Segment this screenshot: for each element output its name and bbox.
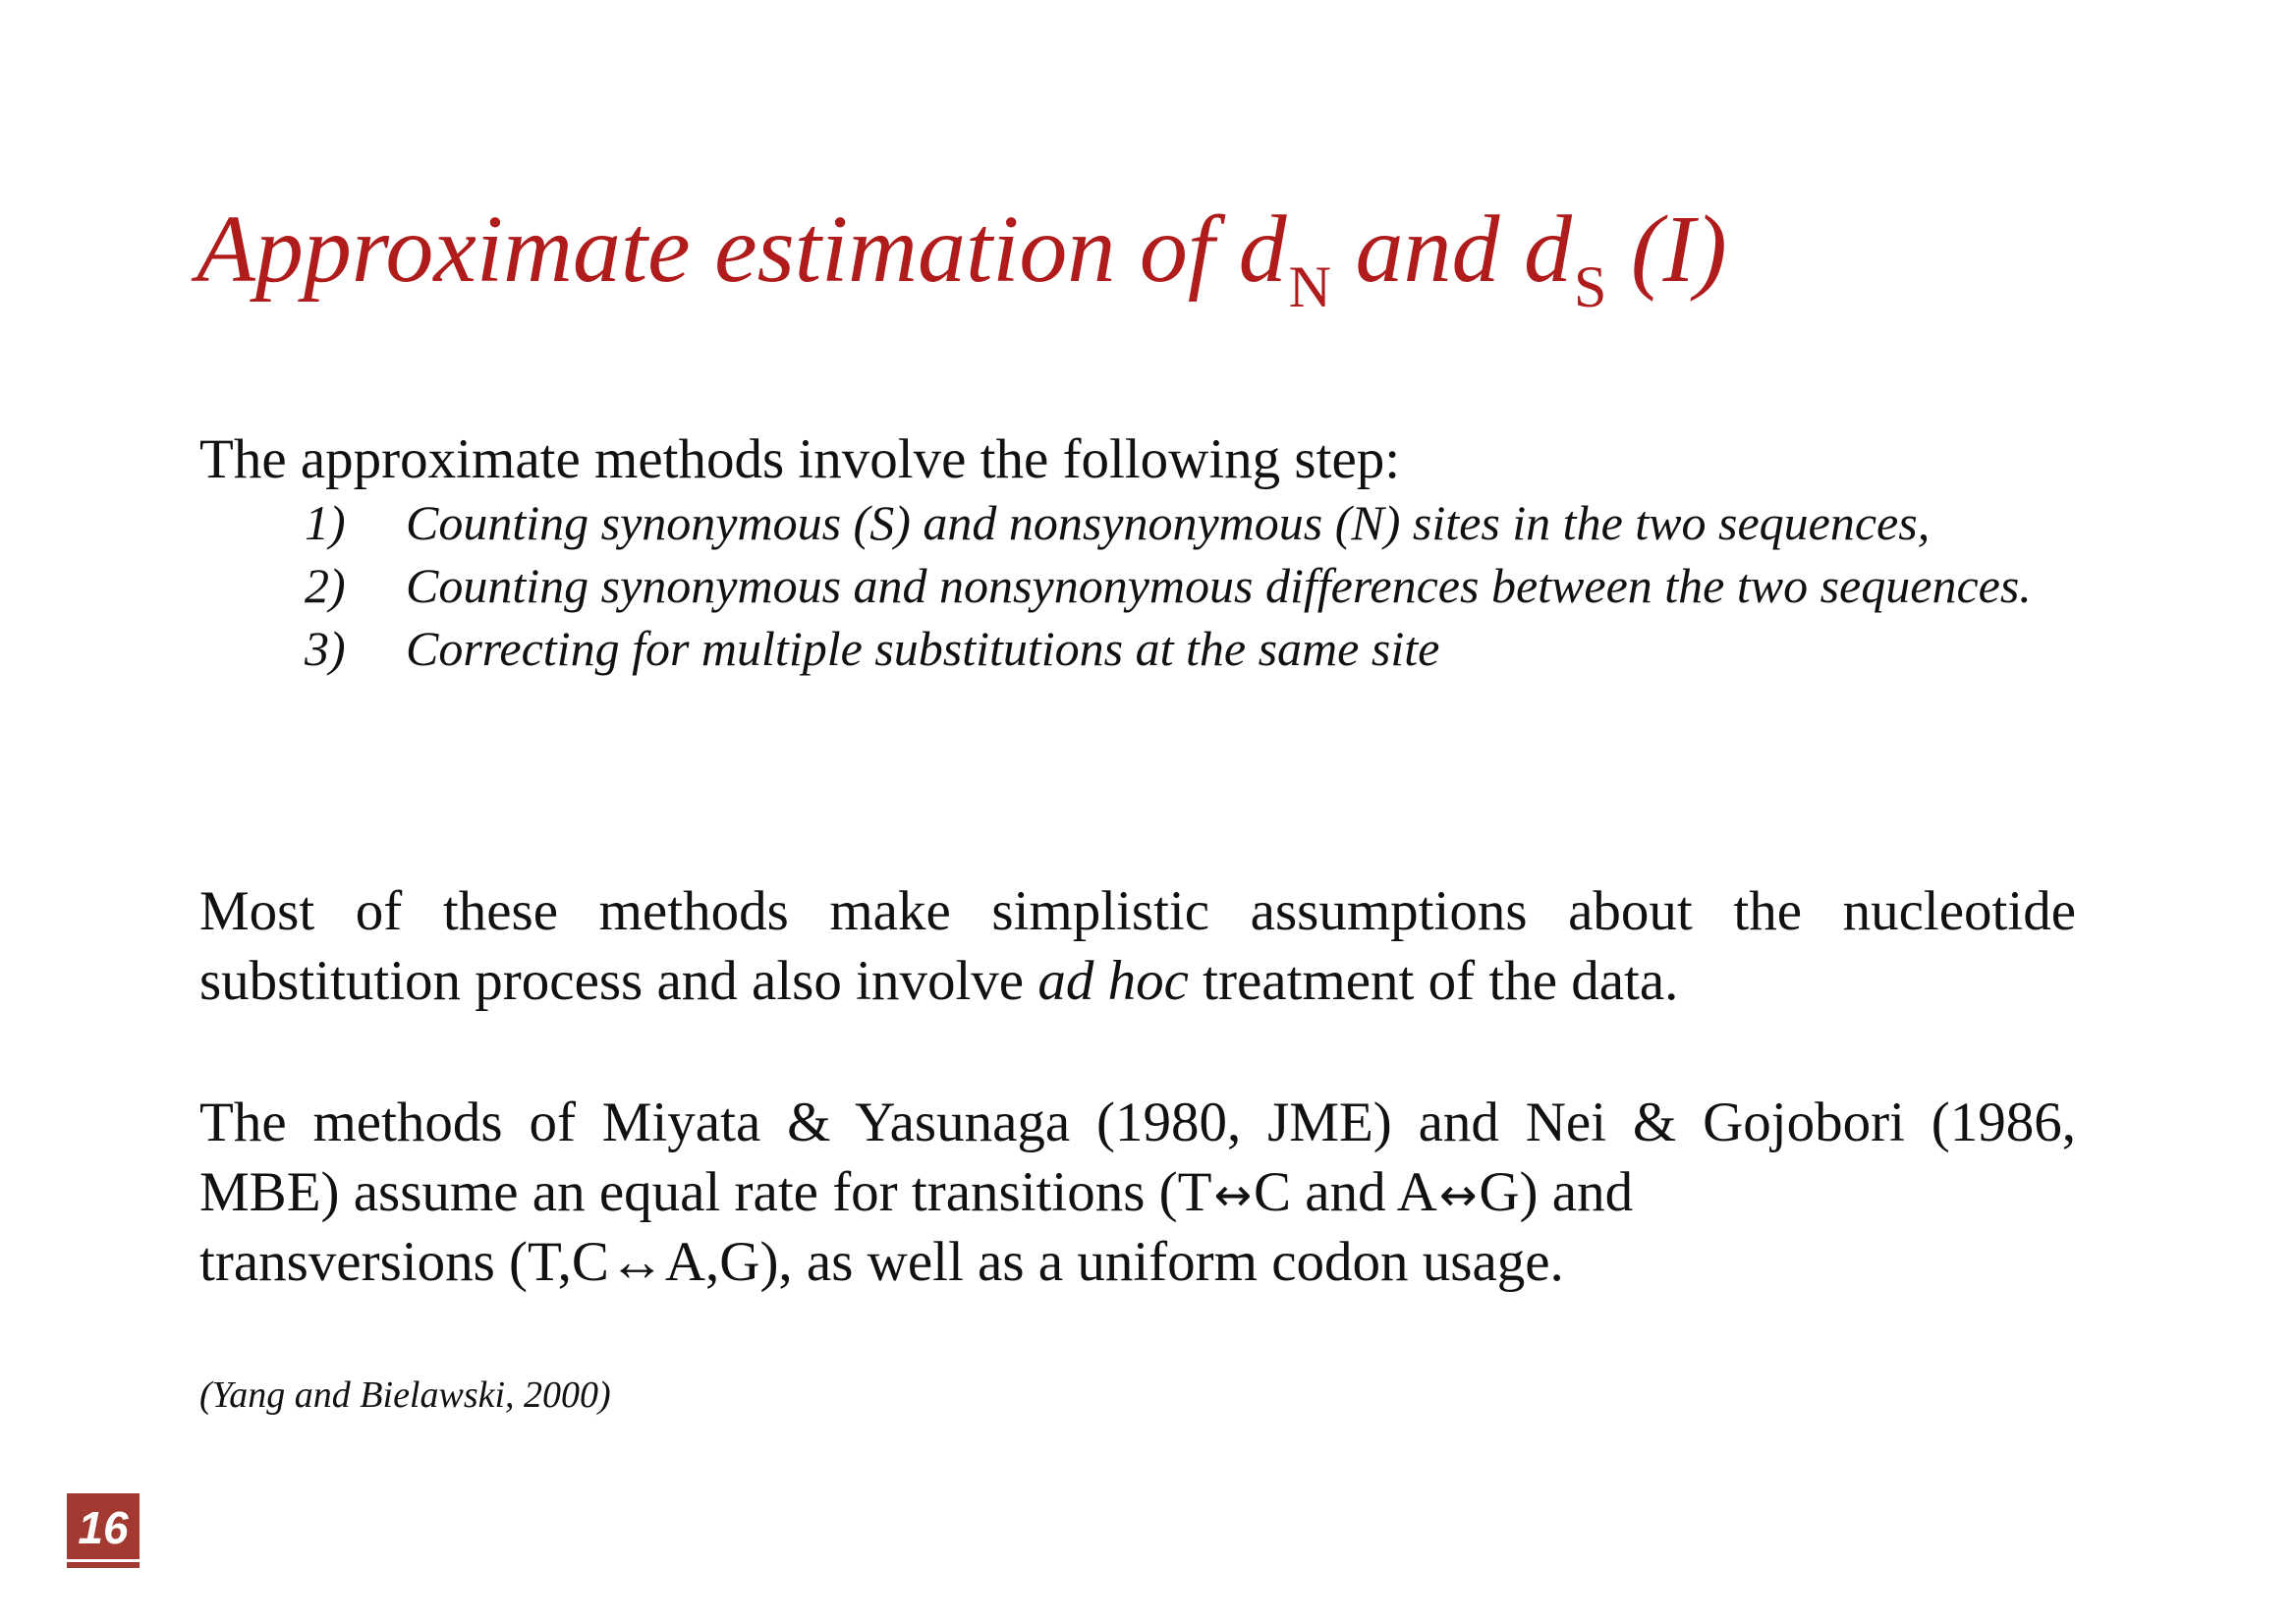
title-part-2: and d xyxy=(1330,196,1572,303)
methods-text-3: G) and xyxy=(1479,1161,1634,1223)
step-text: Counting synonymous (S) and nonsynonymous (N) sites in the two sequences, xyxy=(406,495,1931,550)
step-number: 2) xyxy=(305,558,346,613)
methods-text-1: The methods of Miyata & Yasunaga (1980, JME) and Nei & Gojobori (1986, MBE) assume an equal rate for transitions (T xyxy=(199,1092,2076,1223)
page-number-badge xyxy=(67,1493,140,1568)
step-number: 1) xyxy=(305,495,346,550)
steps-list xyxy=(305,491,2076,680)
double-arrow-icon: ↔ xyxy=(1213,1168,1252,1221)
assumptions-paragraph xyxy=(199,876,2076,1016)
methods-paragraph xyxy=(199,1088,2076,1230)
title-part-3: (I) xyxy=(1606,196,1727,303)
assumptions-text-end: treatment of the data. xyxy=(1188,950,1679,1012)
intro-paragraph: The approximate methods involve the following step: xyxy=(199,428,1401,490)
double-arrow-icon: ↔ xyxy=(608,1231,665,1293)
step-item-1 xyxy=(305,491,2076,554)
slide-title xyxy=(196,196,1727,319)
methods-text-4: transversions (T,C xyxy=(199,1231,609,1293)
step-item-2 xyxy=(305,554,2076,617)
step-item-3 xyxy=(305,617,2076,680)
title-subscript-n: N xyxy=(1288,254,1331,319)
step-text: Correcting for multiple substitutions at the same site xyxy=(406,621,1440,676)
page-number: 16 xyxy=(78,1502,129,1553)
methods-text-2: C and A xyxy=(1254,1161,1437,1223)
title-part-1: Approximate estimation of d xyxy=(196,196,1287,303)
badge-underline xyxy=(67,1559,140,1562)
title-subscript-s: S xyxy=(1573,254,1607,319)
methods-paragraph-last-line xyxy=(199,1227,2076,1297)
methods-text-5: A,G), as well as a uniform codon usage. xyxy=(664,1231,1564,1293)
step-number: 3) xyxy=(305,621,346,676)
citation: (Yang and Bielawski, 2000) xyxy=(199,1374,611,1416)
double-arrow-icon: ↔ xyxy=(1438,1168,1478,1221)
step-text: Counting synonymous and nonsynonymous differences between the two sequences. xyxy=(406,558,2032,613)
assumptions-text-start: Most of these methods make simplistic assumptions about the nucleotide substitution process and also involve xyxy=(199,880,2076,1012)
assumptions-emphasis: ad hoc xyxy=(1037,950,1189,1012)
